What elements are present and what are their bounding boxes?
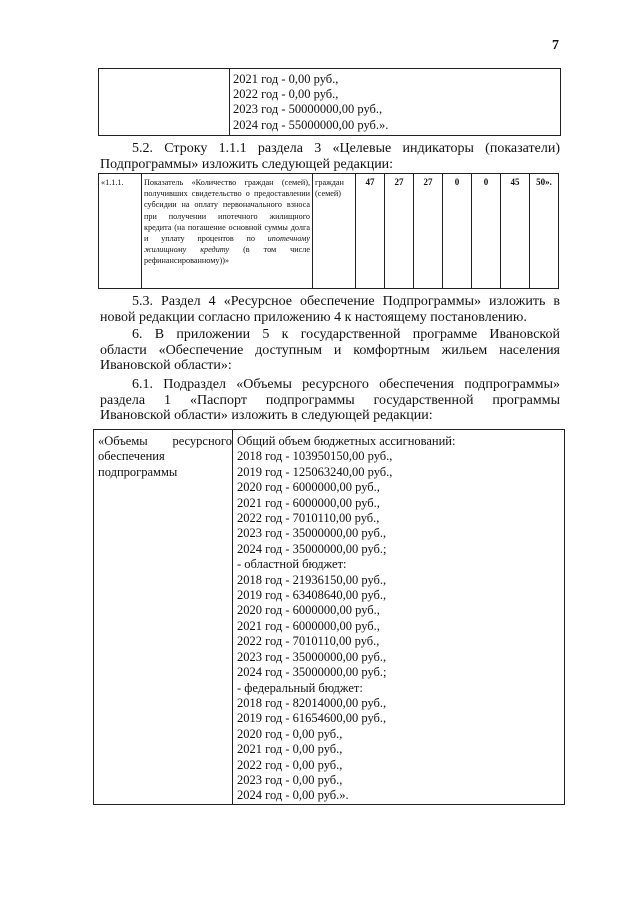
- budget-line: 2021 год - 6000000,00 руб.,: [237, 618, 380, 633]
- indicator-value: 27: [385, 174, 414, 289]
- budget-line: 2022 год - 7010110,00 руб.,: [237, 511, 380, 526]
- indicator-name: Показатель «Количество граждан (семей), получивших свидетельство о предоставлении субсидии на оплату первоначального взноса при получении ипотечного жилищного кредита (на погашение основной суммы долга и уплату процентов по ипотечному жилищному кредиту (в том числе рефинансированному))»: [142, 174, 313, 289]
- paragraph-line: области «Обеспечение доступным и комфортным жильем населения: [100, 342, 560, 358]
- budget-line: 2023 год - 35000000,00 руб.,: [237, 649, 387, 664]
- paragraph-6-1: [100, 377, 560, 424]
- paragraph-line: Подпрограммы» изложить следующей редакции:: [100, 156, 394, 172]
- paragraph-5-3: [100, 294, 560, 325]
- budget-line: 2018 год - 103950150,00 руб.,: [237, 449, 393, 464]
- budget-line: 2021 год - 6000000,00 руб.,: [237, 495, 380, 510]
- budget-line: 2020 год - 6000000,00 руб.,: [237, 603, 380, 618]
- budget-line: - федеральный бюджет:: [237, 680, 363, 695]
- budget-years-cell: [230, 69, 561, 136]
- empty-label-cell: [99, 69, 230, 136]
- budget-line: 2024 год - 55000000,00 руб.».: [233, 117, 389, 132]
- indicator-value: 47: [356, 174, 385, 289]
- budget-line: 2020 год - 0,00 руб.,: [237, 726, 343, 741]
- budget-line: 2018 год - 82014000,00 руб.,: [237, 695, 387, 710]
- budget-line: 2019 год - 61654600,00 руб.,: [237, 711, 387, 726]
- budget-line: 2022 год - 0,00 руб.,: [237, 757, 343, 772]
- paragraph-line: 5.3. Раздел 4 «Ресурсное обеспечение Подпрограммы» изложить в: [132, 294, 560, 309]
- budget-allocations-cell: [233, 430, 565, 805]
- indicator-value: 27: [414, 174, 443, 289]
- table-row: [94, 430, 565, 805]
- paragraph-line: 5.2. Строку 1.1.1 раздела 3 «Целевые индикаторы (показатели): [132, 141, 560, 156]
- paragraph-6: [100, 327, 560, 374]
- paragraph-line: 6. В приложении 5 к государственной программе Ивановской: [132, 327, 560, 342]
- budget-line: 2021 год - 0,00 руб.,: [237, 742, 343, 757]
- paragraph-line: Ивановской области»:: [100, 358, 232, 373]
- budget-line: 2021 год - 0,00 руб.,: [233, 72, 339, 86]
- paragraph-line: раздела 1 «Паспорт подпрограммы государственной программы: [100, 392, 560, 408]
- budget-line: 2023 год - 50000000,00 руб.,: [233, 102, 383, 117]
- label-line: подпрограммы: [98, 464, 178, 479]
- paragraph-line: Ивановской области» изложить в следующей редакции:: [100, 408, 433, 423]
- paragraph-5-2: [100, 141, 560, 172]
- indicator-unit: граждан (семей): [313, 174, 356, 289]
- budget-line: 2024 год - 0,00 руб.».: [237, 788, 349, 803]
- budget-line: 2019 год - 125063240,00 руб.,: [237, 464, 393, 479]
- budget-line: 2024 год - 35000000,00 руб.;: [237, 541, 387, 556]
- indicator-value: 0: [472, 174, 501, 289]
- budget-line: - областной бюджет:: [237, 557, 347, 572]
- indicator-value: 50».: [530, 174, 559, 289]
- budget-line: 2023 год - 0,00 руб.,: [237, 772, 343, 787]
- page-number: 7: [552, 38, 559, 53]
- section-label-cell: [94, 430, 233, 805]
- budget-line: 2018 год - 21936150,00 руб.,: [237, 572, 387, 587]
- budget-line: 2022 год - 7010110,00 руб.,: [237, 634, 380, 649]
- paragraph-line: 6.1. Подраздел «Объемы ресурсного обеспечения подпрограммы»: [132, 377, 560, 392]
- table-row: [99, 174, 559, 289]
- label-line: «Объемы ресурсного: [98, 434, 232, 448]
- indicator-value: 0: [443, 174, 472, 289]
- budget-line: Общий объем бюджетных ассигнований:: [237, 434, 456, 448]
- label-line: обеспечения: [98, 449, 165, 464]
- budget-line: 2020 год - 6000000,00 руб.,: [237, 480, 380, 495]
- budget-table-continuation: [98, 68, 561, 136]
- paragraph-line: новой редакции согласно приложению 4 к настоящему постановлению.: [100, 309, 527, 325]
- indicator-number: «1.1.1.: [99, 174, 142, 289]
- resource-volume-table: [93, 429, 565, 805]
- budget-line: 2019 год - 63408640,00 руб.,: [237, 588, 387, 603]
- indicator-value: 45: [501, 174, 530, 289]
- budget-line: 2024 год - 35000000,00 руб.;: [237, 665, 387, 680]
- budget-line: 2022 год - 0,00 руб.,: [233, 87, 339, 102]
- budget-line: 2023 год - 35000000,00 руб.,: [237, 526, 387, 541]
- indicator-table: [98, 173, 559, 289]
